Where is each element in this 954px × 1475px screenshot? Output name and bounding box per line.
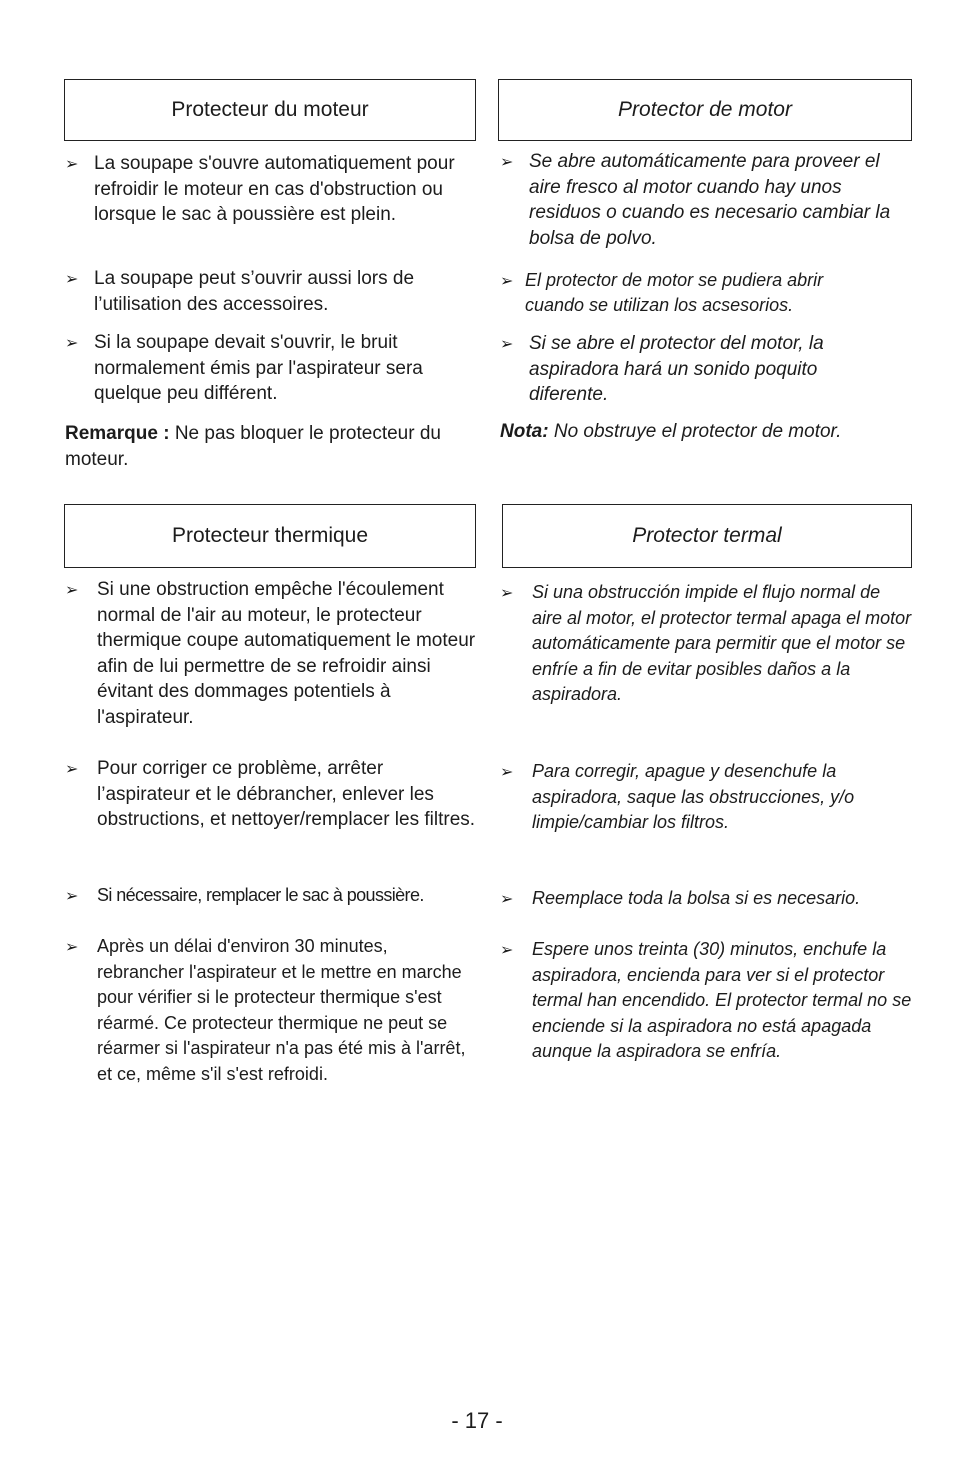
arrow-bullet-icon: ➢: [65, 154, 79, 173]
list-item: ➢ Si nécessaire, remplacer le sac à poussière.: [65, 883, 477, 909]
motor-note-es: [500, 419, 910, 445]
note-text: Ne pas bloquer le protecteur du moteur.: [65, 423, 441, 470]
arrow-bullet-icon: ➢: [500, 889, 514, 908]
arrow-bullet-icon: ➢: [500, 583, 514, 602]
list-item: ➢ Si une obstruction empêche l'écoulement normal de l'air au moteur, le protecteur thermique coupe automatiquement le moteur afin de lui permettre de se refroidir ainsi évitant des dommages potentiels à l'aspirateur.: [65, 579, 476, 728]
list-item: ➢ Si una obstrucción impide el flujo normal de aire al motor, el protector termal apaga el motor automáticamente para permitir que el motor se enfríe a fin de evitar posibles daños a la aspiradora.: [500, 582, 912, 704]
arrow-bullet-icon: ➢: [500, 152, 514, 171]
page-number: - 17 -: [451, 1408, 503, 1433]
note-label: Remarque :: [65, 423, 170, 444]
arrow-bullet-icon: ➢: [500, 762, 514, 781]
list-item: ➢ Espere unos treinta (30) minutos, enchufe la aspiradora, encienda para ver si el protector termal han encendido. El protector termal no se enciende si la aspiradora no está apagada aunque la aspiradora se enfría.: [500, 939, 912, 1061]
motor-note-fr: [65, 421, 465, 473]
list-item: ➢ La soupape s'ouvre automatiquement pour refroidir le moteur en cas d'obstruction ou lorsque le sac à poussière est plein.: [65, 153, 455, 225]
arrow-bullet-icon: ➢: [65, 333, 79, 352]
list-item: ➢ Para corregir, apague y desenchufe la aspiradora, saque las obstrucciones, y/o limpie/cambiar los filtros.: [500, 761, 855, 832]
list-item: ➢ Reemplace toda la bolsa si es necesario.: [500, 886, 914, 912]
arrow-bullet-icon: ➢: [500, 940, 514, 959]
list-item: ➢ Si la soupape devait s'ouvrir, le bruit normalement émis par l'aspirateur sera quelque peu différent.: [65, 332, 423, 404]
arrow-bullet-icon: ➢: [65, 269, 79, 288]
thermal-title-es: Protector termal: [502, 504, 912, 568]
motor-title-es: Protector de motor: [498, 79, 912, 141]
arrow-bullet-icon: ➢: [65, 580, 79, 599]
list-item: ➢ Se abre automáticamente para proveer el aire fresco al motor cuando hay unos residuos o cuando es necesario cambiar la bolsa de polvo.: [500, 151, 891, 249]
list-item: ➢ Si se abre el protector del motor, la aspiradora hará un sonido poquito diferente.: [500, 333, 824, 405]
arrow-bullet-icon: ➢: [65, 886, 78, 905]
note-label: Nota:: [500, 421, 549, 442]
list-item: ➢ Après un délai d'environ 30 minutes, rebrancher l'aspirateur et le mettre en marche pour vérifier si le protecteur thermique s'est réarmé. Ce protecteur thermique ne peut se réarmer si l'aspirateur n'a pas été mis à l'arrêt, et ce, même s'il s'est refroidi.: [65, 936, 466, 1084]
arrow-bullet-icon: ➢: [500, 271, 514, 290]
arrow-bullet-icon: ➢: [65, 937, 79, 956]
arrow-bullet-icon: ➢: [65, 759, 79, 778]
motor-title-fr: Protecteur du moteur: [64, 79, 476, 141]
list-item: ➢ El protector de motor se pudiera abrir cuando se utilizan los acsesorios.: [500, 270, 824, 315]
thermal-title-fr: Protecteur thermique: [64, 504, 476, 568]
list-item: ➢ Pour corriger ce problème, arrêter l’aspirateur et le débrancher, enlever les obstructions, et nettoyer/remplacer les filtres.: [65, 758, 476, 830]
list-item: ➢ La soupape peut s’ouvrir aussi lors de l’utilisation des accessoires.: [65, 268, 415, 315]
arrow-bullet-icon: ➢: [500, 334, 514, 353]
note-text: No obstruye el protector de motor.: [553, 421, 842, 442]
